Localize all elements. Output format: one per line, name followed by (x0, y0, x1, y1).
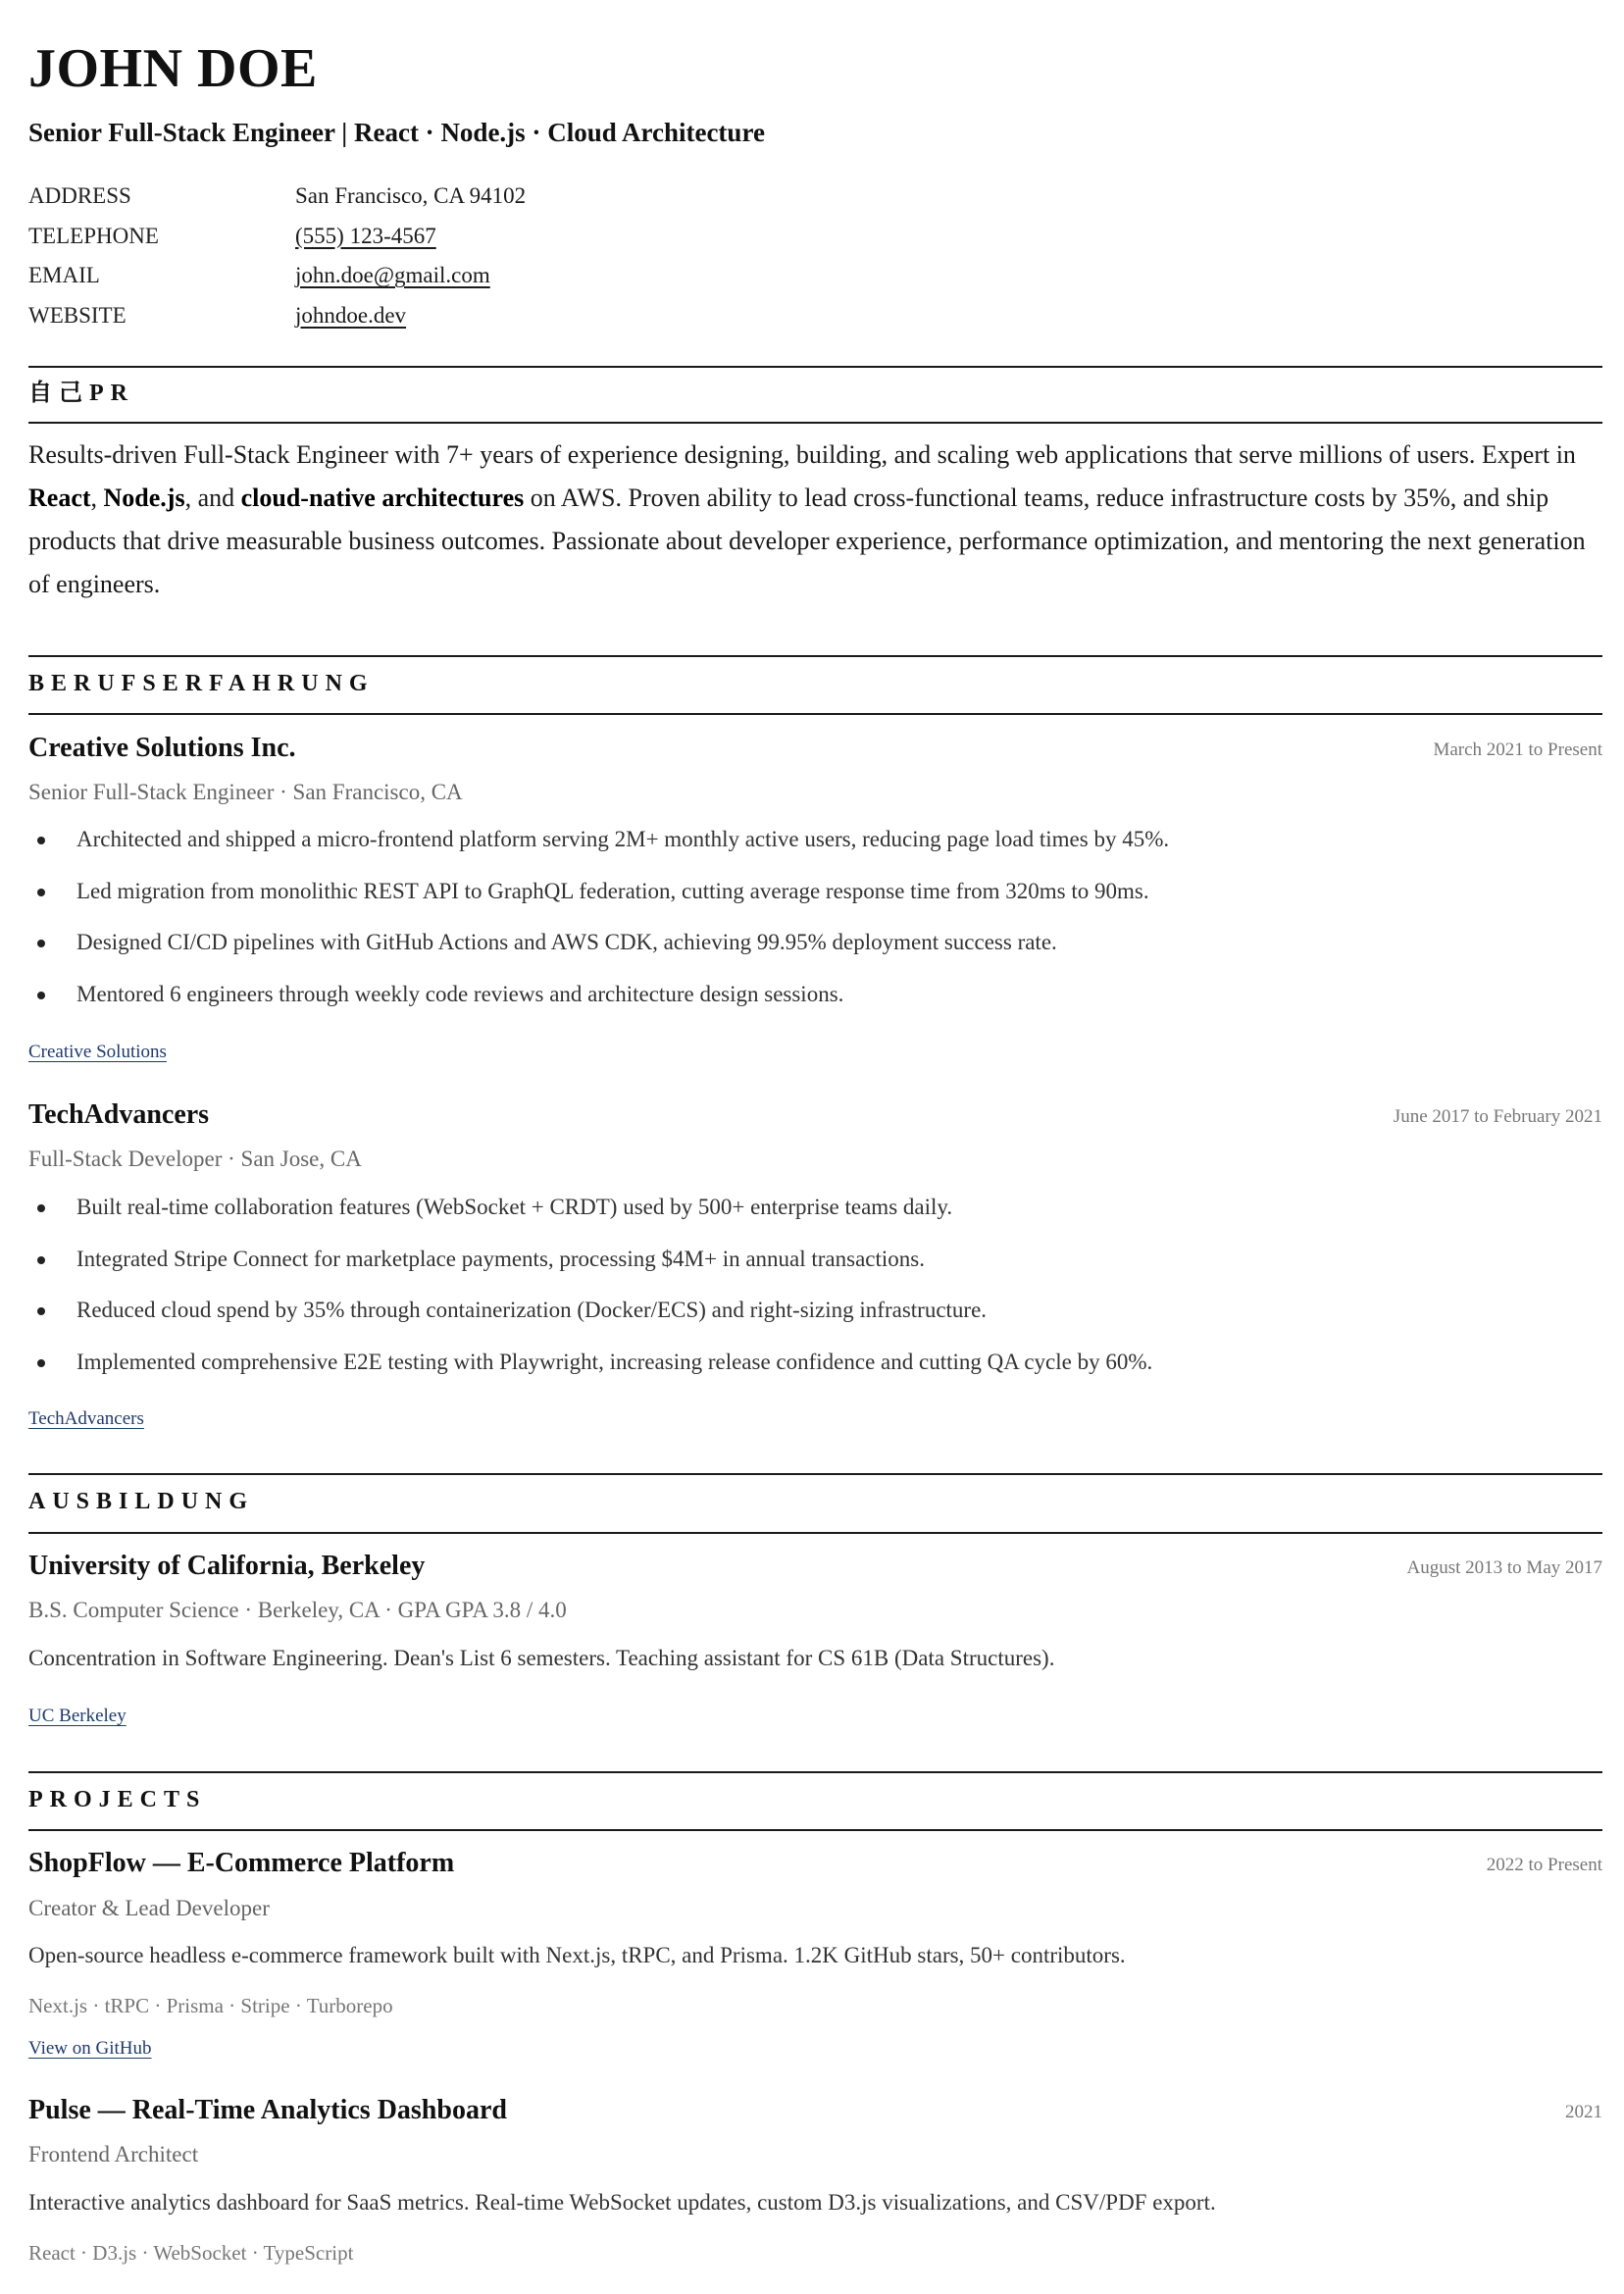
project-role: Creator & Lead Developer (28, 1896, 270, 1920)
section-divider (28, 422, 1602, 424)
company-link[interactable]: TechAdvancers (28, 1408, 144, 1429)
summary-keyword: cloud-native architectures (240, 484, 525, 512)
section-divider (28, 366, 1602, 368)
job-dates: March 2021 to Present (1433, 739, 1602, 760)
project-tags: React · D3.js · WebSocket · TypeScript (28, 2241, 354, 2265)
job-dates: June 2017 to February 2021 (1393, 1106, 1602, 1127)
contact-row-website (28, 296, 813, 336)
section-divider (28, 1473, 1602, 1475)
school-link[interactable]: UC Berkeley (28, 1706, 127, 1726)
school-name: University of California, Berkeley (28, 1551, 426, 1581)
contact-row-address (28, 177, 813, 217)
section-divider (28, 655, 1602, 657)
list-item: Mentored 6 engineers through weekly code reviews and architecture design sessions. (28, 980, 1598, 1032)
summary-text (28, 433, 1607, 606)
section-title-experience: BERUFSERFAHRUNG (28, 671, 375, 696)
section-divider (28, 1532, 1602, 1534)
list-item: Implemented comprehensive E2E testing with Playwright, increasing release confidence and cutting QA cycle by 60%. (28, 1348, 1598, 1400)
project-description: Interactive analytics dashboard for SaaS metrics. Real-time WebSocket updates, custom D3.js visualizations, and CSV/PDF export. (28, 2190, 1216, 2215)
project-title: Pulse — Real-Time Analytics Dashboard (28, 2095, 507, 2125)
project-description: Open-source headless e-commerce framework built with Next.js, tRPC, and Prisma. 1.2K GitHub stars, 50+ contributors. (28, 1943, 1126, 1967)
contact-label: EMAIL (28, 263, 100, 288)
job-company: TechAdvancers (28, 1099, 210, 1130)
education-description: Concentration in Software Engineering. Dean's List 6 semesters. Teaching assistant for CS 61B (Data Structures). (28, 1646, 1055, 1670)
github-link[interactable]: View on GitHub (28, 2038, 152, 2059)
list-item: Reduced cloud spend by 35% through containerization (Docker/ECS) and right-sizing infrastructure. (28, 1296, 1598, 1348)
summary-text-part: Results-driven Full-Stack Engineer with 7+ years of experience designing, building, and scaling web applications that serve millions of users. Expert in (28, 440, 1576, 469)
summary-keyword: Node.js (103, 484, 185, 512)
summary-keyword: React (28, 484, 91, 512)
summary-text-part: on AWS. Proven ability to lead cross-functional teams, reduce infrastructure costs by 35%, and ship products that drive measurable business outcomes. Passionate about developer experience, performance optimization, and mentoring the next generation of engineers. (28, 484, 1586, 598)
section-divider (28, 713, 1602, 715)
candidate-name: JOHN DOE (28, 38, 318, 99)
list-item: Built real-time collaboration features (WebSocket + CRDT) used by 500+ enterprise teams daily. (28, 1193, 1598, 1245)
job-subtitle: Full-Stack Developer · San Jose, CA (28, 1147, 362, 1171)
address-value: San Francisco, CA 94102 (295, 183, 527, 209)
job-bullets (28, 825, 1598, 1031)
candidate-headline: Senior Full-Stack Engineer | React · Node.js · Cloud Architecture (28, 118, 765, 147)
summary-text-part: , and (184, 484, 241, 512)
job-subtitle: Senior Full-Stack Engineer · San Francisco, CA (28, 780, 463, 804)
contact-label: WEBSITE (28, 302, 127, 328)
project-title: ShopFlow — E-Commerce Platform (28, 1848, 455, 1878)
telephone-link[interactable]: (555) 123-4567 (295, 223, 436, 248)
education-dates: August 2013 to May 2017 (1406, 1557, 1602, 1578)
section-title-summary: 自己PR (28, 381, 134, 406)
section-title-projects: PROJECTS (28, 1787, 207, 1812)
list-item: Integrated Stripe Connect for marketplace payments, processing $4M+ in annual transactions. (28, 1245, 1598, 1297)
job-company: Creative Solutions Inc. (28, 733, 296, 763)
degree-subtitle: B.S. Computer Science · Berkeley, CA · GPA GPA 3.8 / 4.0 (28, 1598, 567, 1622)
contact-row-telephone (28, 217, 813, 257)
project-dates: 2022 to Present (1486, 1855, 1602, 1875)
job-bullets (28, 1193, 1598, 1399)
email-link[interactable]: john.doe@gmail.com (295, 263, 490, 288)
section-divider (28, 1829, 1602, 1831)
contact-block (28, 177, 813, 335)
project-tags: Next.js · tRPC · Prisma · Stripe · Turborepo (28, 1994, 393, 2017)
contact-label: ADDRESS (28, 183, 131, 209)
summary-text-part: , (90, 484, 104, 512)
section-title-education: AUSBILDUNG (28, 1489, 255, 1514)
contact-row-email (28, 256, 813, 296)
company-link[interactable]: Creative Solutions (28, 1042, 167, 1062)
project-dates: 2021 (1565, 2102, 1602, 2122)
list-item: Architected and shipped a micro-frontend platform serving 2M+ monthly active users, reducing page load times by 45%. (28, 825, 1598, 877)
website-link[interactable]: johndoe.dev (295, 302, 407, 328)
project-role: Frontend Architect (28, 2142, 199, 2167)
contact-label: TELEPHONE (28, 223, 159, 248)
list-item: Led migration from monolithic REST API to GraphQL federation, cutting average response time from 320ms to 90ms. (28, 877, 1598, 929)
list-item: Designed CI/CD pipelines with GitHub Actions and AWS CDK, achieving 99.95% deployment success rate. (28, 928, 1598, 980)
section-divider (28, 1771, 1602, 1773)
